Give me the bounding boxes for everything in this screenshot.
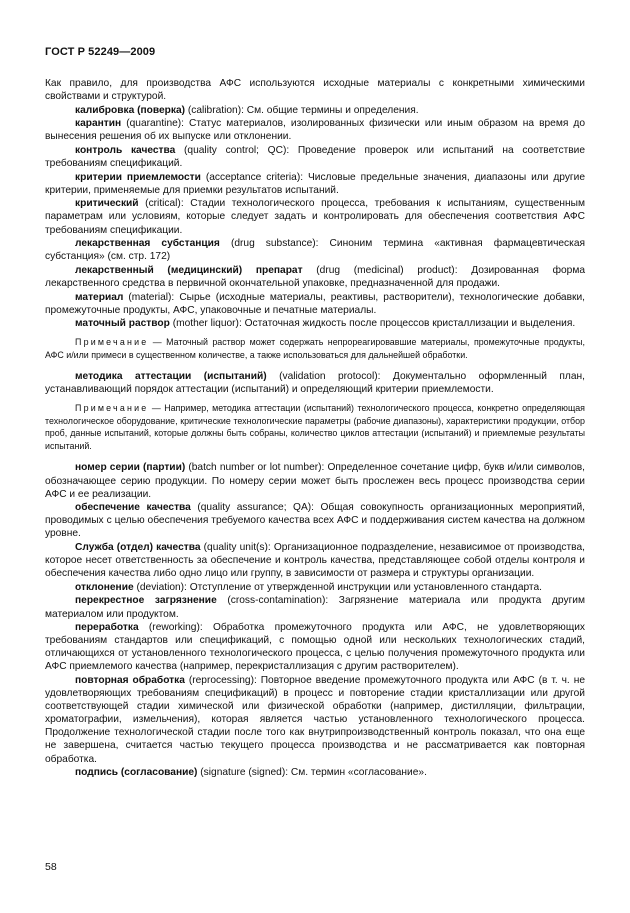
term-definition: (reworking): Обработка промежуточного продукта или АФС, не удовлетворяющих требованиям стандартов или спецификаций, с помощью одной или нескольких технологических стадий, отличающихся от установленного технологического процесса, с целью получения промежуточного продукта или АФС приемлемого качества (например, перекристаллизация с другим растворителем). xyxy=(45,622,585,673)
term-definition: (quarantine): Статус материалов, изолированных физически или иным образом на время до вынесения решения об их выпуске или отклонении. xyxy=(45,118,585,143)
note-label: Примечание xyxy=(75,337,149,348)
term-definition: (drug substance): Синоним термина «активная фармацевтическая субстанция» (см. стр. 172) xyxy=(45,238,586,263)
term-entry xyxy=(45,501,585,540)
term-name: перекрестное загрязнение xyxy=(75,595,217,607)
term-definition: (drug (medicinal) product): Дозированная форма лекарственного средства в первичной окончательной упаковке, предназначенной для продажи. xyxy=(45,264,586,289)
term-definition: (quality unit(s): Организационное подразделение, независимое от производства, которое несет ответственность за обеспечение и контроль качества, представляющее собой отделы контроля и обеспечения качества либо одно лицо или группу, в зависимости от размера и структуры организации. xyxy=(45,542,585,580)
term-entry xyxy=(45,370,585,396)
term-entry xyxy=(45,197,585,236)
term-name: обеспечение качества xyxy=(75,502,191,514)
term-name: контроль качества xyxy=(75,144,176,156)
term-entry xyxy=(45,594,585,620)
term-definition: (mother liquor): Остаточная жидкость после процессов кристаллизации и выделения. xyxy=(169,318,576,330)
term-name: маточный раствор xyxy=(75,318,170,330)
note-text: — Например, методика аттестации (испытаний) технологического процесса, конкретно определяющая технологическое оборудование, критические технологические параметры (рабочие диапазоны), характеристики продукции, отбор проб, данные испытаний, которые должны быть собраны, количество циклов аттестации (испытаний) и приемлемые результаты испытаний. xyxy=(45,403,585,451)
term-entry xyxy=(45,104,585,117)
page-number: 58 xyxy=(45,861,57,873)
term-entry xyxy=(45,237,585,263)
term-entry xyxy=(45,581,585,594)
note-label: Примечание xyxy=(75,403,149,414)
term-entry xyxy=(45,766,585,779)
term-name: материал xyxy=(75,291,124,303)
term-entry xyxy=(45,291,585,317)
term-entry xyxy=(45,144,585,170)
term-entry xyxy=(45,317,585,330)
term-definition: (cross-contamination): Загрязнение материала или продукта другим материалом или продуктом. xyxy=(45,595,585,620)
term-name: лекарственная субстанция xyxy=(75,238,220,250)
term-name: критический xyxy=(75,198,139,210)
term-name: переработка xyxy=(75,622,139,634)
term-name: калибровка (поверка) xyxy=(75,104,186,116)
note-text: — Маточный раствор может содержать непрореагировавшие материалы, промежуточные продукты, АФС и/или примеси в существенном количестве, а также использоваться для дальнейшей обработки. xyxy=(45,337,585,360)
intro-paragraph: Как правило, для производства АФС используются исходные материалы с конкретными химическими свойствами и структурой. xyxy=(45,78,585,103)
term-name: критерии приемлемости xyxy=(75,171,201,183)
term-definition: (calibration): См. общие термины и определения. xyxy=(185,104,419,116)
term-name: номер серии (партии) xyxy=(75,462,186,474)
term-entry xyxy=(45,674,585,766)
term-entry xyxy=(45,264,585,290)
term-definition: (quality control; QC): Проведение проверок или испытаний на соответствие требованиям спецификаций. xyxy=(45,144,586,170)
term-definition: (signature (signed): См. термин «согласование». xyxy=(197,767,427,779)
term-definition: (material): Сырье (исходные материалы, реактивы, растворители), технологические добавки, промежуточные продукты, АФС, упаковочные и печатные материалы. xyxy=(45,291,585,316)
term-name: лекарственный (медицинский) препарат xyxy=(75,264,303,276)
term-entry xyxy=(45,171,585,197)
term-definition: (quality assurance; QA): Общая совокупность организационных мероприятий, проводимых с целью обеспечения требуемого качества всех АФС и поддерживания систем качества на должном уровне. xyxy=(45,502,585,540)
term-definition: (batch number or lot number): Определенное сочетание цифр, букв и/или символов, обозначающее серию продукции. По номеру серии может быть прослежен весь процесс производства серии АФС и ее реализации. xyxy=(45,462,585,500)
term-name: отклонение xyxy=(75,581,134,593)
term-entry xyxy=(45,621,585,673)
term-name: повторная обработка xyxy=(75,674,185,686)
term-name: методика аттестации (испытаний) xyxy=(75,371,267,383)
term-definition: (reprocessing): Повторное введение промежуточного продукта или АФС (в т. ч. не удовлетворяющих требованиям спецификаций) в процесс и повторение стадии кристаллизации или другой соответствующей стадии химической или физической обработки (например, дистилляции, фильтрации, хроматографии, измельчения), которая является частью установленного технологического процесса. Продолжение технологической стадии после того как внутрипроизводственный контроль показал, что она еще не завершена, считается частью текущего процесса производства и не рассматривается как повторная обработка. xyxy=(45,674,585,765)
document-body xyxy=(45,77,585,780)
term-entry xyxy=(45,117,585,143)
note-paragraph xyxy=(45,402,585,452)
note-paragraph xyxy=(45,336,585,361)
term-definition: (critical): Стадии технологического процесса, требования к испытаниям, существенным параметрам или условиям, которые следует задать и контролировать для обеспечения соответствия АФС требованиям спецификации. xyxy=(45,198,585,236)
term-entry xyxy=(45,541,585,580)
term-definition: (acceptance criteria): Числовые предельные значения, диапазоны или другие критерии, применяемые для приемки результатов испытаний. xyxy=(45,171,585,196)
term-name: подпись (согласование) xyxy=(75,767,198,779)
term-entry xyxy=(45,461,585,500)
term-name: Служба (отдел) качества xyxy=(75,542,201,554)
document-header: ГОСТ Р 52249—2009 xyxy=(45,46,156,58)
term-definition: (deviation): Отступление от утвержденной инструкции или установленного стандарта. xyxy=(133,581,542,593)
term-name: карантин xyxy=(75,118,122,130)
term-definition: (validation protocol): Документально оформленный план, устанавливающий порядок аттестации (испытаний) и определяющий критерии приемлемости. xyxy=(45,371,585,396)
